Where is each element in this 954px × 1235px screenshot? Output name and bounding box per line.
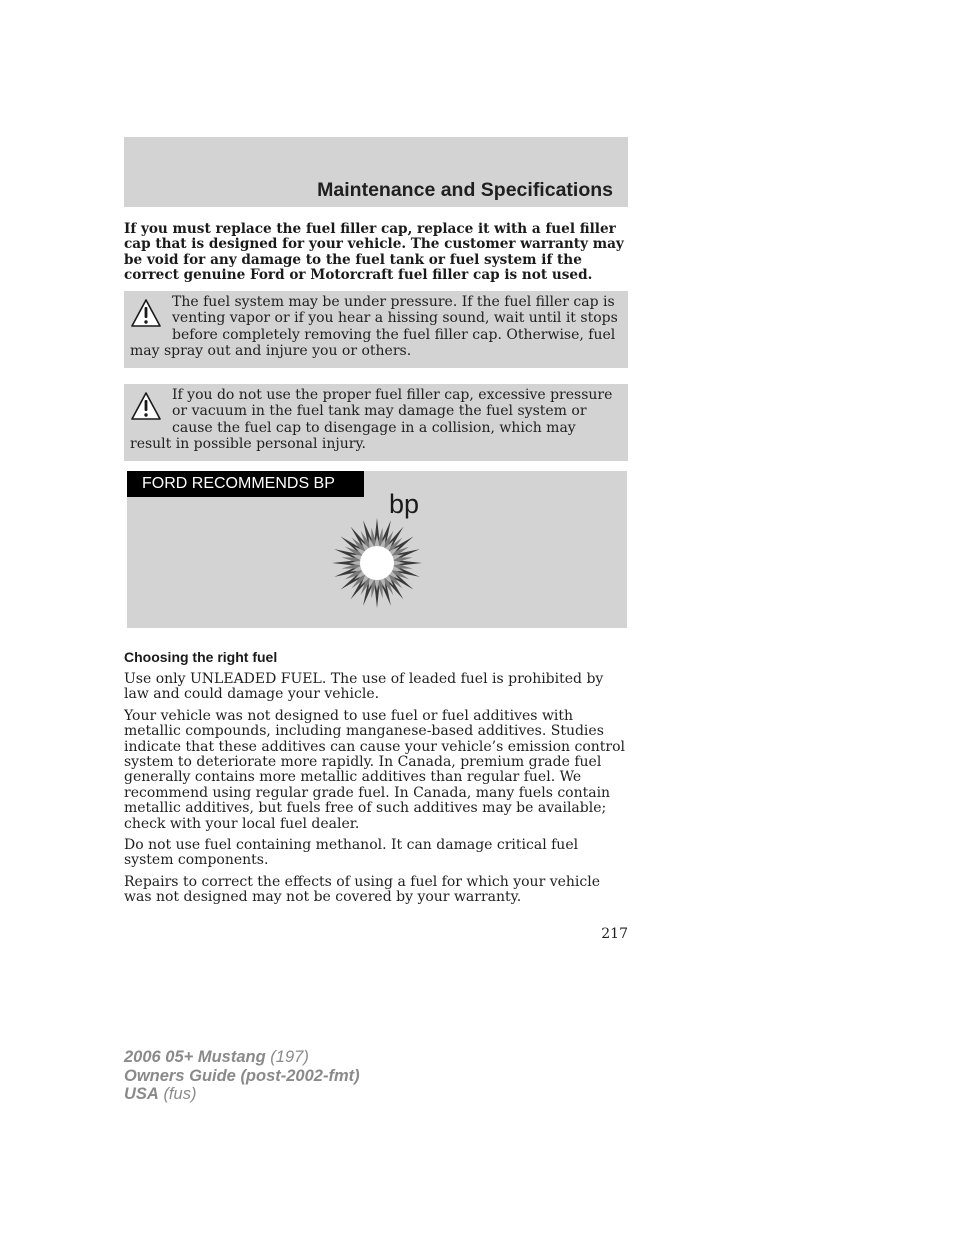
bp-logo-text: bp	[389, 489, 420, 519]
intro-paragraph: If you must replace the fuel filler cap, replace it with a fuel filler cap that is designed for your vehicle. The customer warranty may be void for any damage to the fuel tank or fuel system if the correct genuine Ford or Motorcraft fuel filler cap is not used.	[124, 221, 624, 283]
page-title: Maintenance and Specifications	[317, 179, 613, 201]
warning-triangle-icon	[130, 298, 162, 328]
body-paragraph: Repairs to correct the effects of using a fuel for which your vehicle was not designed may not be covered by your warranty.	[124, 873, 600, 906]
helios-center	[360, 546, 394, 580]
warning-box	[124, 384, 628, 461]
warning-text: If you do not use the proper fuel filler cap, excessive pressure or vacuum in the fuel tank may damage the fuel system or cause the fuel cap to disengage in a collision, which may result in possible personal injury.	[130, 387, 613, 452]
header-band	[124, 137, 628, 207]
footer-line-2: Owners Guide (post-2002-fmt)	[124, 1066, 360, 1085]
bp-helios-icon	[331, 517, 423, 609]
document-footer	[124, 1048, 360, 1104]
warning-box	[124, 291, 628, 368]
bp-recommendation-panel	[127, 471, 627, 628]
footer-line-1: 2006 05+ Mustang (197)	[124, 1048, 309, 1066]
body-paragraph: Do not use fuel containing methanol. It can damage critical fuel system components.	[124, 837, 579, 869]
bp-label: FORD RECOMMENDS BP	[127, 471, 364, 497]
warning-triangle-icon	[130, 391, 162, 421]
body-paragraph: Your vehicle was not designed to use fuel or fuel additives with metallic compounds, including manganese-based additives. Studies indicate that these additives can cause your vehicle’s emission control system to deteriorate more rapidly. In Canada, premium grade fuel generally contains more metallic additives than regular fuel. We recommend using regular grade fuel. In Canada, many fuels contain metallic additives, but fuels free of such additives may be available; check with your local fuel dealer.	[124, 707, 626, 832]
warning-text: The fuel system may be under pressure. If the fuel filler cap is venting vapor or if you hear a hissing sound, wait until it stops before completely removing the fuel filler cap. Otherwise, fuel may spray out and injure you or others.	[130, 294, 618, 359]
body-paragraph: Use only UNLEADED FUEL. The use of leaded fuel is prohibited by law and could damage your vehicle.	[124, 671, 604, 703]
footer-line-3: USA (fus)	[124, 1085, 197, 1103]
section-title: Choosing the right fuel	[124, 649, 278, 665]
section-body	[124, 672, 628, 912]
page-number: 217	[601, 926, 628, 942]
